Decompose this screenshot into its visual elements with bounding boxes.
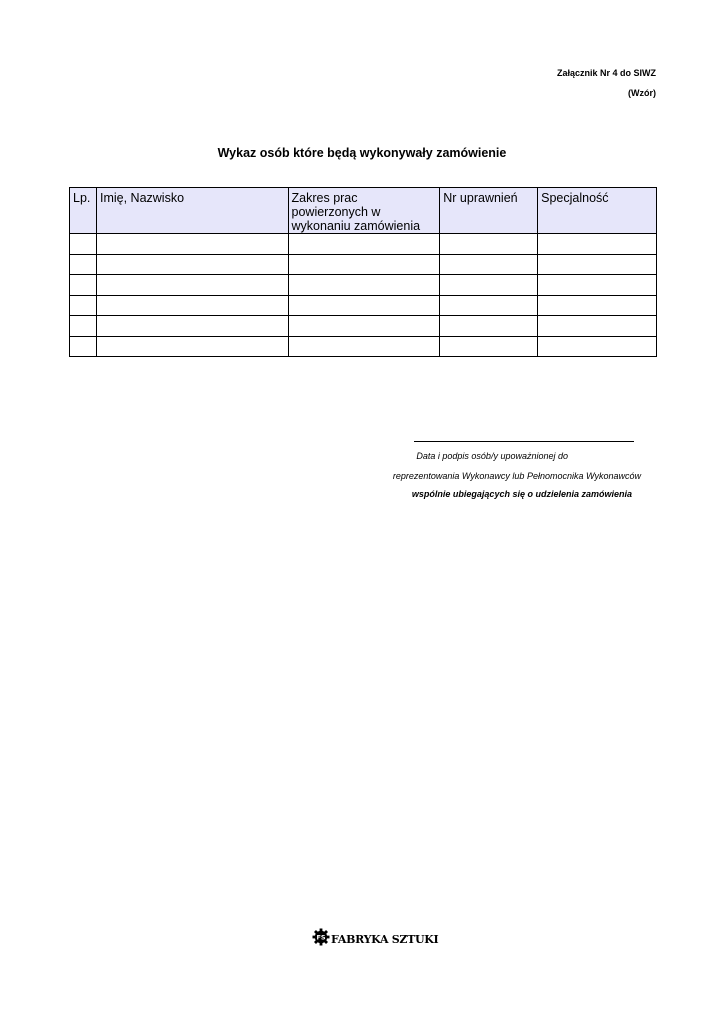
table-row	[70, 295, 657, 316]
table-cell	[538, 316, 657, 337]
table-cell	[538, 275, 657, 296]
table-cell	[96, 275, 288, 296]
table-cell	[440, 254, 538, 275]
table-cell	[538, 336, 657, 357]
table-cell	[70, 316, 97, 337]
pattern-label: (Wzór)	[628, 88, 656, 98]
table-row	[70, 336, 657, 357]
column-header-license: Nr uprawnień	[440, 188, 538, 234]
table-cell	[288, 295, 440, 316]
table-cell	[70, 336, 97, 357]
table-cell	[538, 234, 657, 255]
table-cell	[288, 316, 440, 337]
column-header-name: Imię, Nazwisko	[96, 188, 288, 234]
table-cell	[440, 316, 538, 337]
table-cell	[96, 336, 288, 357]
table-cell	[70, 254, 97, 275]
logo-mark: FS	[316, 933, 326, 942]
table-cell	[288, 234, 440, 255]
table-cell	[96, 254, 288, 275]
staff-table	[69, 187, 657, 357]
table-cell	[70, 295, 97, 316]
signature-line	[414, 441, 634, 442]
attachment-label: Załącznik Nr 4 do SIWZ	[556, 68, 656, 78]
table-cell	[440, 275, 538, 296]
table-row	[70, 254, 657, 275]
signature-caption-line1: Data i podpis osób/y upoważnionej do	[416, 451, 568, 461]
column-header-lp: Lp.	[70, 188, 97, 234]
table-cell	[70, 234, 97, 255]
signature-caption-line3: wspólnie ubiegających się o udzielenia zamówienia	[411, 489, 632, 499]
table-cell	[96, 234, 288, 255]
table-cell	[96, 316, 288, 337]
table-cell	[440, 336, 538, 357]
table-row	[70, 316, 657, 337]
table-row	[70, 234, 657, 255]
table-cell	[288, 336, 440, 357]
logo-text: FABRYKA SZTUKI	[331, 932, 439, 946]
table-cell	[538, 254, 657, 275]
table-cell	[440, 295, 538, 316]
column-header-specialty: Specjalność	[538, 188, 657, 234]
table-cell	[96, 295, 288, 316]
column-header-scope: Zakres prac powierzonych w wykonaniu zamówienia	[288, 188, 440, 234]
table-header-row	[70, 188, 657, 234]
table-cell	[288, 254, 440, 275]
gear-icon	[312, 928, 330, 951]
document-title: Wykaz osób które będą wykonywały zamówienie	[217, 146, 507, 160]
fabryka-sztuki-logo	[312, 928, 438, 951]
table-row	[70, 275, 657, 296]
signature-caption-line2: reprezentowania Wykonawcy lub Pełnomocnika Wykonawców	[392, 471, 641, 481]
table-cell	[70, 275, 97, 296]
table-cell	[288, 275, 440, 296]
table-cell	[440, 234, 538, 255]
table-cell	[538, 295, 657, 316]
